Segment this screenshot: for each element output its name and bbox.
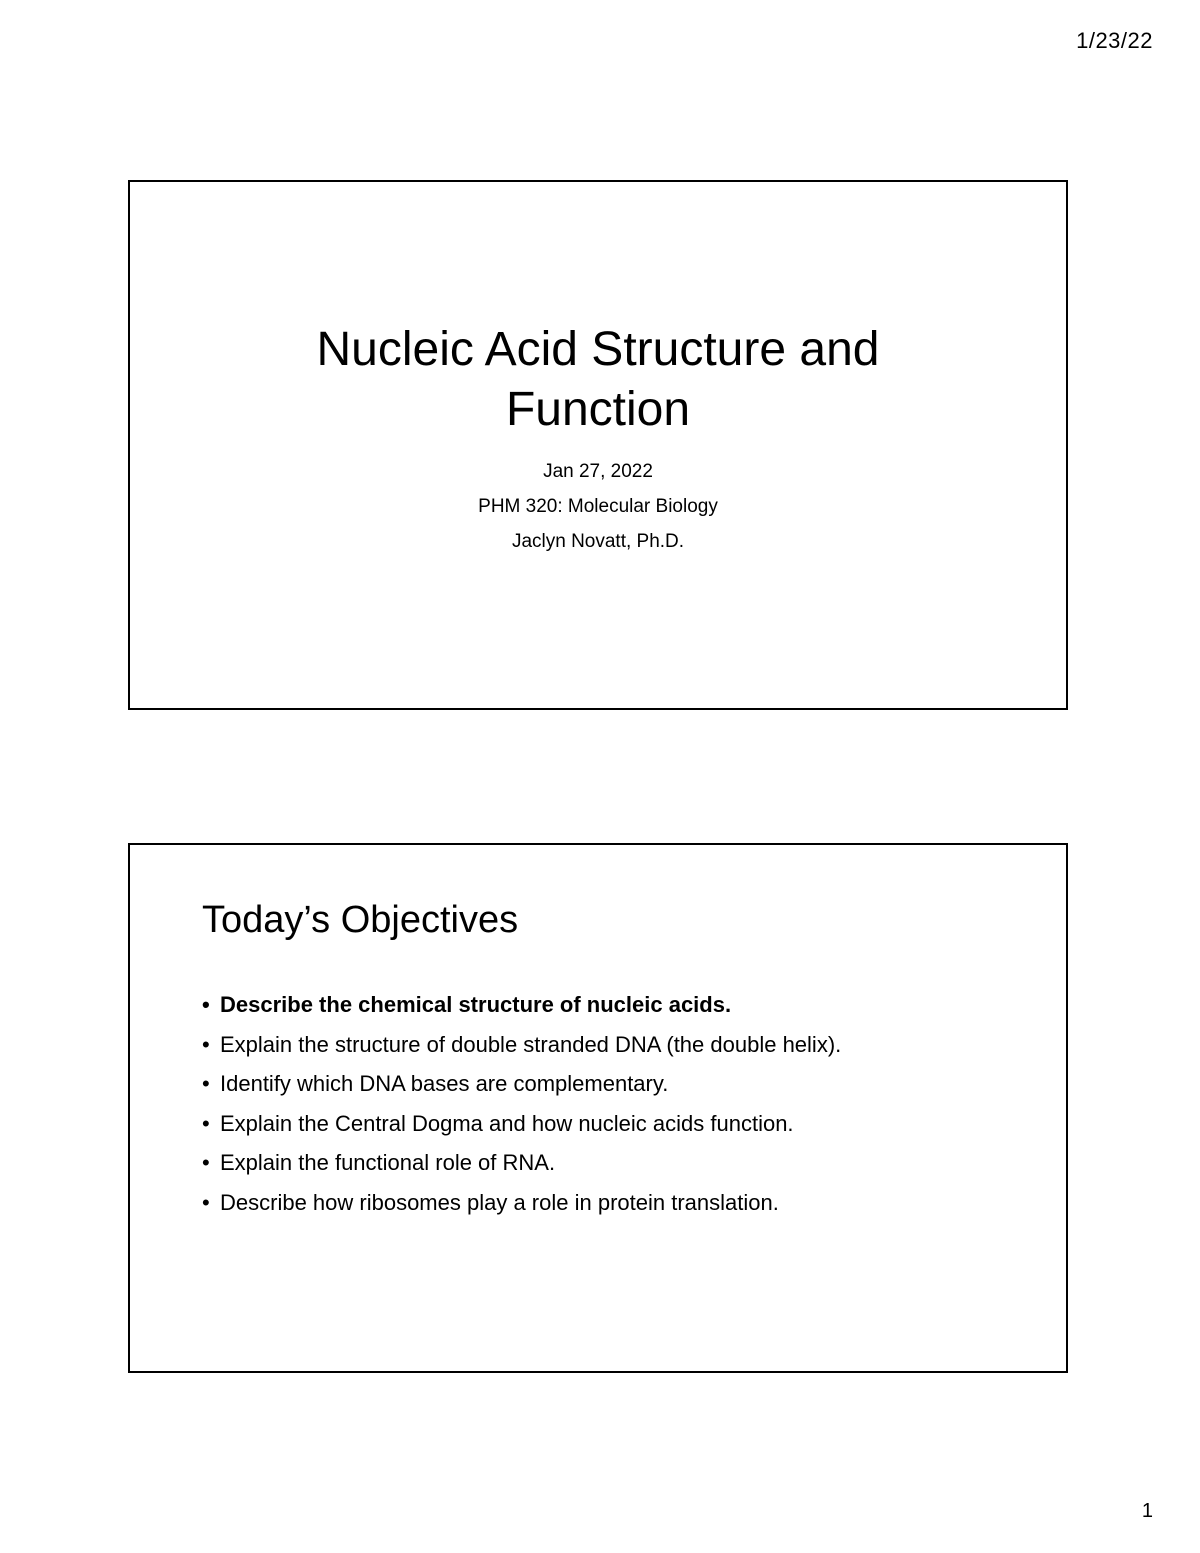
title-slide [128,180,1068,710]
objective-text: Explain the functional role of RNA. [220,1150,556,1175]
objectives-title: Today’s Objectives [202,899,519,941]
objective-text: Describe how ribosomes play a role in protein translation. [220,1189,779,1215]
slide-title [258,320,938,440]
page-number: 1 [1141,1500,1153,1522]
bullet-icon: • [202,1031,210,1057]
page-date: 1/23/22 [1076,28,1153,53]
objectives-list [202,985,841,1222]
slide-title-line-1: Nucleic Acid Structure and [316,323,880,376]
objective-text: Describe the chemical structure of nucleic acids. [220,992,732,1017]
course-name: PHM 320: Molecular Biology [478,496,718,517]
list-item [202,985,841,1025]
list-item [202,1143,841,1183]
bullet-icon: • [202,1110,210,1136]
lecture-date: Jan 27, 2022 [543,461,653,482]
objective-text: Explain the structure of double stranded DNA (the double helix). [220,1031,842,1057]
bullet-icon: • [202,992,210,1017]
slide-title-line-2: Function [505,383,691,436]
instructor-name: Jaclyn Novatt, Ph.D. [511,531,685,552]
objectives-slide [128,843,1068,1373]
bullet-icon: • [202,1071,210,1096]
objective-text: Explain the Central Dogma and how nucleic acids function. [220,1110,794,1136]
list-item [202,1183,841,1223]
list-item [202,1104,841,1144]
bullet-icon: • [202,1150,210,1175]
objective-text: Identify which DNA bases are complementary. [220,1071,669,1096]
bullet-icon: • [202,1189,210,1215]
list-item [202,1064,841,1104]
list-item [202,1025,841,1065]
subtitle-block [130,454,1066,559]
title-block [130,320,1066,559]
